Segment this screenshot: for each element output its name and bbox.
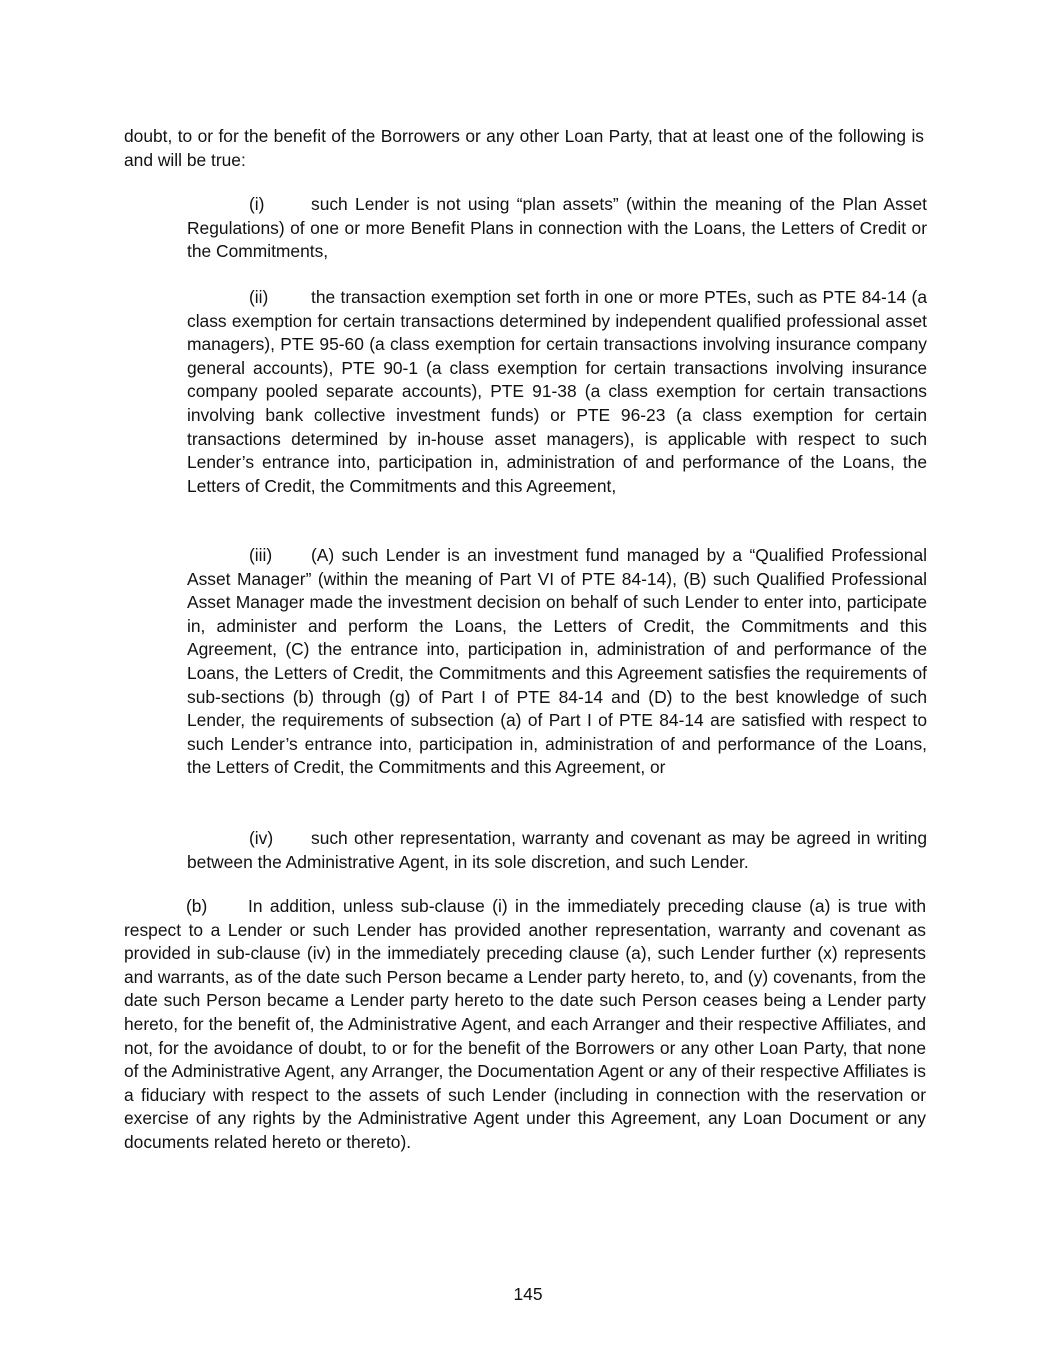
subclause-text: such other representation, warranty and covenant as may be agreed in writing between the Administrative Agent, in its sole discretion, and such Lender. [187,828,927,872]
subclause-text: the transaction exemption set forth in one or more PTEs, such as PTE 84-14 (a class exemption for certain transactions determined by independent qualified professional asset managers), PTE 95-60 (a class exemption for certain transactions involving insurance company general accounts), PTE 90-1 (a class exemption for certain transactions involving insurance company pooled separate accounts), PTE 91-38 (a class exemption for certain transactions involving bank collective investment funds) or PTE 96-23 (a class exemption for certain transactions determined by in-house asset managers), is applicable with respect to such Lender’s entrance into, participation in, administration of and performance of the Loans, the Letters of Credit, the Commitments and this Agreement, [187,287,927,496]
clause-b-text: In addition, unless sub-clause (i) in the immediately preceding clause (a) is true with respect to a Lender or such Lender has provided another representation, warranty and covenant as provided in sub-clause (iv) in the immediately preceding clause (a), such Lender further (x) represents and warrants, as of the date such Person became a Lender party hereto, to, and (y) covenants, from the date such Person became a Lender party hereto to the date such Person ceases being a Lender party hereto, for the benefit of, the Administrative Agent, and each Arranger and their respective Affiliates, and not, for the avoidance of doubt, to or for the benefit of the Borrowers or any other Loan Party, that none of the Administrative Agent, any Arranger, the Documentation Agent or any of their respective Affiliates is a fiduciary with respect to the assets of such Lender (including in connection with the reservation or exercise of any rights by the Administrative Agent under this Agreement, any Loan Document or any documents related hereto or thereto). [124,896,926,1152]
subclause-marker: (i) [249,194,265,214]
clause-b-paragraph [124,895,926,1155]
subclause-marker: (iv) [249,828,274,848]
subclause-text: such Lender is not using “plan assets” (within the meaning of the Plan Asset Regulations) of one or more Benefit Plans in connection with the Loans, the Letters of Credit or the Commitments, [187,194,927,262]
clause-b-marker: (b) [186,896,208,916]
subclause-iv [187,827,927,874]
subclause-i [187,193,927,264]
subclause-ii [187,286,927,498]
intro-paragraph: doubt, to or for the benefit of the Borrowers or any other Loan Party, that at least one of the following is and will be true: [124,126,924,170]
subclause-marker: (iii) [249,545,273,565]
subclause-marker: (ii) [249,287,269,307]
subclause-iii [187,544,927,780]
subclause-text: (A) such Lender is an investment fund managed by a “Qualified Professional Asset Manager” (within the meaning of Part VI of PTE 84-14), (B) such Qualified Professional Asset Manager made the investment decision on behalf of such Lender to enter into, participate in, administer and perform the Loans, the Letters of Credit, the Commitments and this Agreement, (C) the entrance into, participation in, administration of and performance of the Loans, the Letters of Credit, the Commitments and this Agreement satisfies the requirements of sub-sections (b) through (g) of Part I of PTE 84-14 and (D) to the best knowledge of such Lender, the requirements of subsection (a) of Part I of PTE 84-14 are satisfied with respect to such Lender’s entrance into, participation in, administration of and performance of the Loans, the Letters of Credit, the Commitments and this Agreement, or [187,545,927,778]
page-number: 145 [513,1284,543,1304]
